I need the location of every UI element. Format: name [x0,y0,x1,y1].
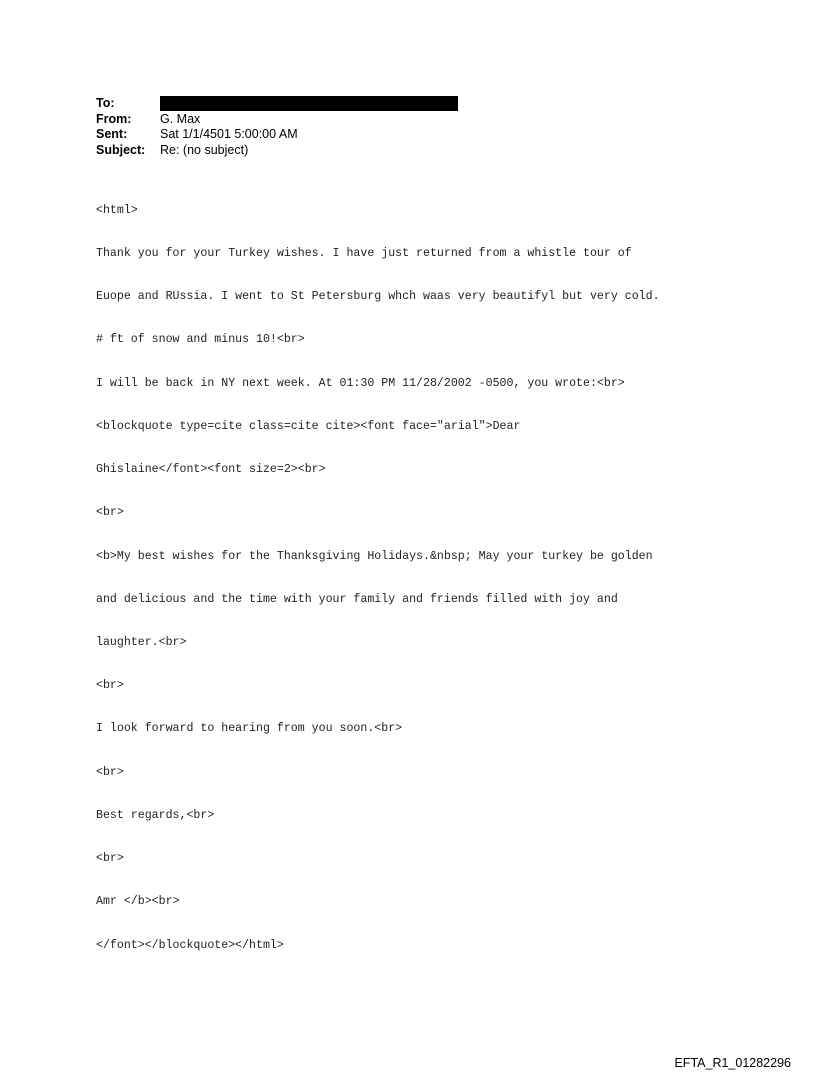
body-line: <b>My best wishes for the Thanksgiving Holidays.&nbsp; May your turkey be golden [96,549,653,563]
to-label: To: [96,96,115,110]
body-line: laughter.<br> [96,636,187,649]
body-line: I look forward to hearing from you soon.<br> [96,722,403,736]
from-row [96,112,458,128]
subject-value: Re: (no subject) [160,142,249,157]
email-header [96,96,458,158]
body-line: I will be back in NY next week. At 01:30 PM 11/28/2002 -0500, you wrote:<br> [96,376,625,390]
body-line: Ghislaine</font><font size=2><br> [96,463,326,477]
sent-value: Sat 1/1/4501 5:00:00 AM [160,127,298,141]
document-id: EFTA_R1_01282296 [674,1056,791,1070]
body-line: <br> [96,765,124,779]
subject-label: Subject: [96,142,146,157]
body-line: # ft of snow and minus 10!<br> [96,333,305,347]
to-row [96,96,458,112]
body-line: <br> [96,506,124,520]
body-line: <blockquote type=cite class=cite cite><font face="arial">Dear [96,419,521,433]
sent-label: Sent: [96,127,128,141]
body-line: Amr </b><br> [96,895,180,909]
subject-row [96,143,458,159]
from-value: G. Max [160,111,201,126]
sent-row [96,127,458,143]
body-line: <br> [96,679,124,693]
redacted-recipient [160,96,458,111]
body-line: Best regards,<br> [96,808,215,822]
from-label: From: [96,111,132,126]
body-line: Euope and RUssia. I went to St Petersburg whch waas very beautifyl but very cold. [96,290,660,304]
body-line: Thank you for your Turkey wishes. I have just returned from a whistle tour of [96,247,632,261]
body-line: <html> [96,203,138,217]
body-line: and delicious and the time with your family and friends filled with joy and [96,592,618,606]
body-line: </font></blockquote></html> [96,938,284,952]
email-body [96,175,660,982]
body-line: <br> [96,852,124,866]
